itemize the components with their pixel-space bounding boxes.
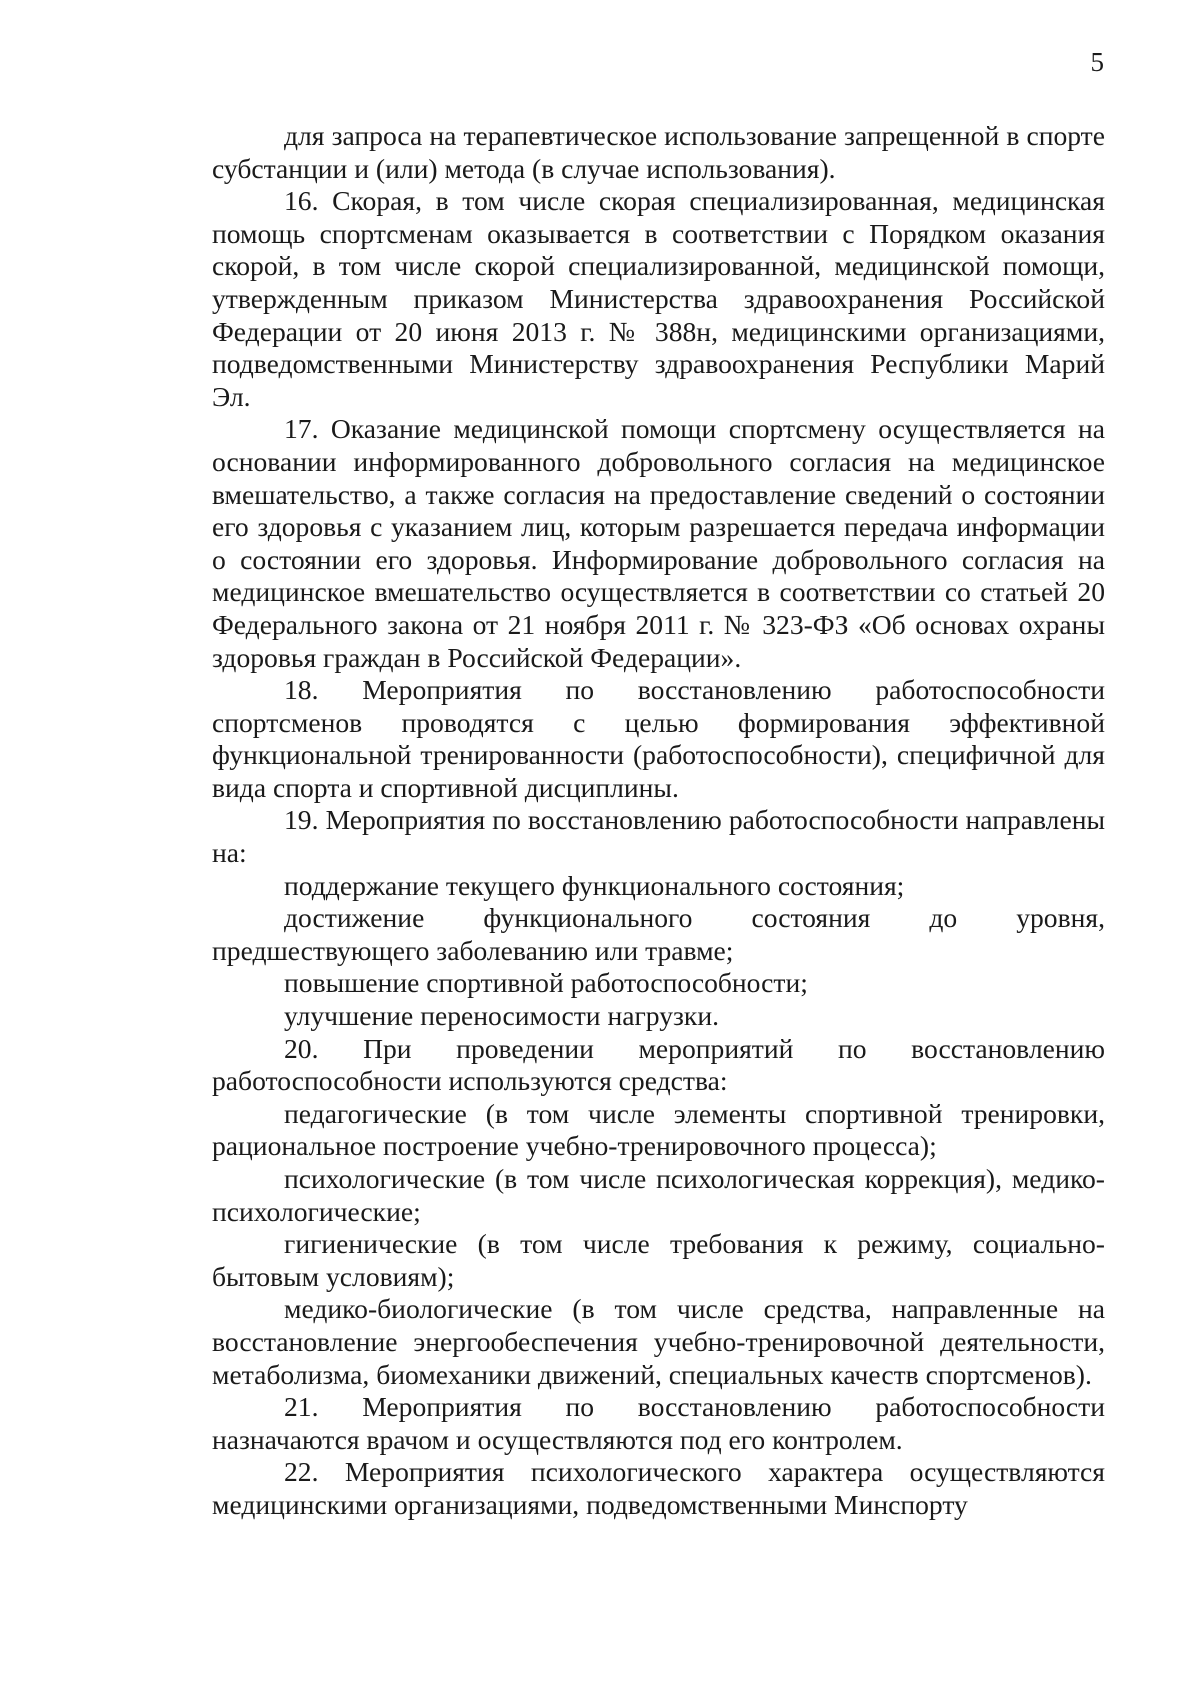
list-item-20-1: педагогические (в том числе элементы спортивной тренировки, рациональное построение учебно-тренировочного процесса); [212,1097,1105,1162]
list-item-20-3: гигиенические (в том числе требования к режиму, социально-бытовым условиям); [212,1228,1105,1292]
paragraph-continuation: для запроса на терапевтическое использование запрещенной в спорте субстанции и (или) метода (в случае использования). [212,120,1105,184]
list-item-19-4: улучшение переносимости нагрузки. [284,1000,719,1032]
list-item-20-2: психологические (в том числе психологическая коррекция), медико-психологические; [212,1163,1105,1227]
list-item-20-4: медико-биологические (в том числе средства, направленные на восстановление энергообеспечения учебно-тренировочной деятельности, метаболизма, биомеханики движений, специальных качеств спортсменов). [212,1293,1105,1390]
paragraph-19: 19. Мероприятия по восстановлению работоспособности направлены на: [212,804,1105,869]
paragraph-16: 16. Скорая, в том числе скорая специализированная, медицинская помощь спортсменам оказывается в соответствии с Порядком оказания скорой, в том числе скорой специализированной, медицинской помощи, утвержденным приказом Министерства здравоохранения Российской Федерации от 20 июня 2013 г. № 388н, медицинскими организациями, подведомственными Министерству здравоохранения Республики Марий Эл. [212,185,1105,412]
list-item-19-1: поддержание текущего функционального состояния; [284,869,905,901]
list-item-19-3: повышение спортивной работоспособности; [284,967,808,999]
paragraph-17: 17. Оказание медицинской помощи спортсмену осуществляется на основании информированного добровольного согласия на медицинское вмешательство, а также согласия на предоставление сведений о состоянии его здоровья с указанием лиц, которым разрешается передача информации о состоянии его здоровья. Информирование добровольного согласия на медицинское вмешательство осуществляется в соответствии со статьей 20 Федерального закона от 21 ноября 2011 г. № 323-ФЗ «Об основах охраны здоровья граждан в Российской Федерации». [212,413,1105,673]
list-item-19-2: достижение функционального состояния до уровня, предшествующего заболеванию или травме; [212,902,1105,966]
paragraph-20: 20. При проведении мероприятий по восстановлению работоспособности используются средства: [212,1032,1105,1097]
page-number: 5 [1090,47,1104,77]
paragraph-21: 21. Мероприятия по восстановлению работоспособности назначаются врачом и осуществляются под его контролем. [212,1391,1105,1455]
paragraph-18: 18. Мероприятия по восстановлению работоспособности спортсменов проводятся с целью формирования эффективной функциональной тренированности (работоспособности), специфичной для вида спорта и спортивной дисциплины. [212,674,1105,803]
document-body [212,120,1105,1522]
paragraph-22: 22. Мероприятия психологического характера осуществляются медицинскими организациями, подведомственными Минспорту [212,1456,1105,1520]
